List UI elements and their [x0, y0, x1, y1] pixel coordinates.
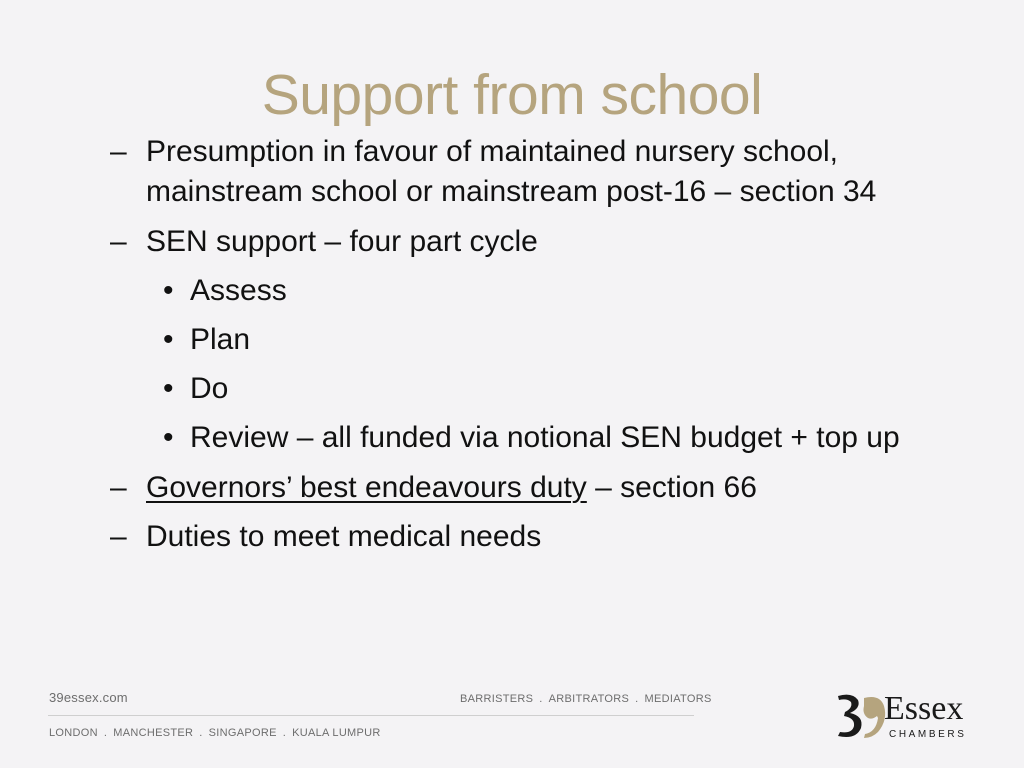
city-singapore: SINGAPORE: [208, 727, 277, 739]
dot-marker: •: [163, 372, 174, 405]
dot-marker: •: [163, 421, 174, 454]
sub-bullet-text: Do: [190, 372, 229, 405]
bullet-text-line-2: mainstream school or mainstream post-16 – section 34: [146, 175, 877, 208]
dash-marker: –: [110, 225, 127, 258]
logo-wordmark: Essex: [884, 690, 964, 727]
bullet-text: Duties to meet medical needs: [146, 520, 542, 553]
governors-duty-link[interactable]: Governors’ best endeavours duty: [146, 471, 587, 504]
bullet-text: SEN support – four part cycle: [146, 225, 538, 258]
dash-marker: –: [110, 520, 127, 553]
dot-marker: •: [163, 323, 174, 356]
dot-marker: •: [163, 274, 174, 307]
sub-bullet-text: Review – all funded via notional SEN budget + top up: [190, 421, 900, 454]
role-arbitrators: ARBITRATORS: [548, 693, 630, 705]
governors-rest: – section 66: [586, 471, 757, 504]
role-mediators: MEDIATORS: [644, 693, 712, 705]
footer-roles: BARRISTERS . ARBITRATORS . MEDIATORS: [460, 693, 712, 705]
role-barristers: BARRISTERS: [460, 693, 534, 705]
footer-url: 39essex.com: [49, 690, 128, 705]
footer-cities: LONDON . MANCHESTER . SINGAPORE . KUALA LUMPUR: [49, 727, 381, 739]
footer-divider: [48, 715, 694, 716]
dash-marker: –: [110, 471, 127, 504]
bullet-text: [146, 468, 757, 508]
bullet-text-line-1: Presumption in favour of maintained nursery school,: [146, 135, 839, 168]
sub-bullet-text: Plan: [190, 323, 251, 356]
sub-bullet-text: Assess: [190, 274, 287, 307]
city-london: LONDON: [49, 727, 98, 739]
slide-title: Support from school: [261, 63, 763, 127]
dash-marker: –: [110, 135, 127, 168]
city-manchester: MANCHESTER: [113, 727, 194, 739]
city-kuala-lumpur: KUALA LUMPUR: [292, 727, 381, 739]
logo-subtitle: CHAMBERS: [889, 729, 967, 740]
